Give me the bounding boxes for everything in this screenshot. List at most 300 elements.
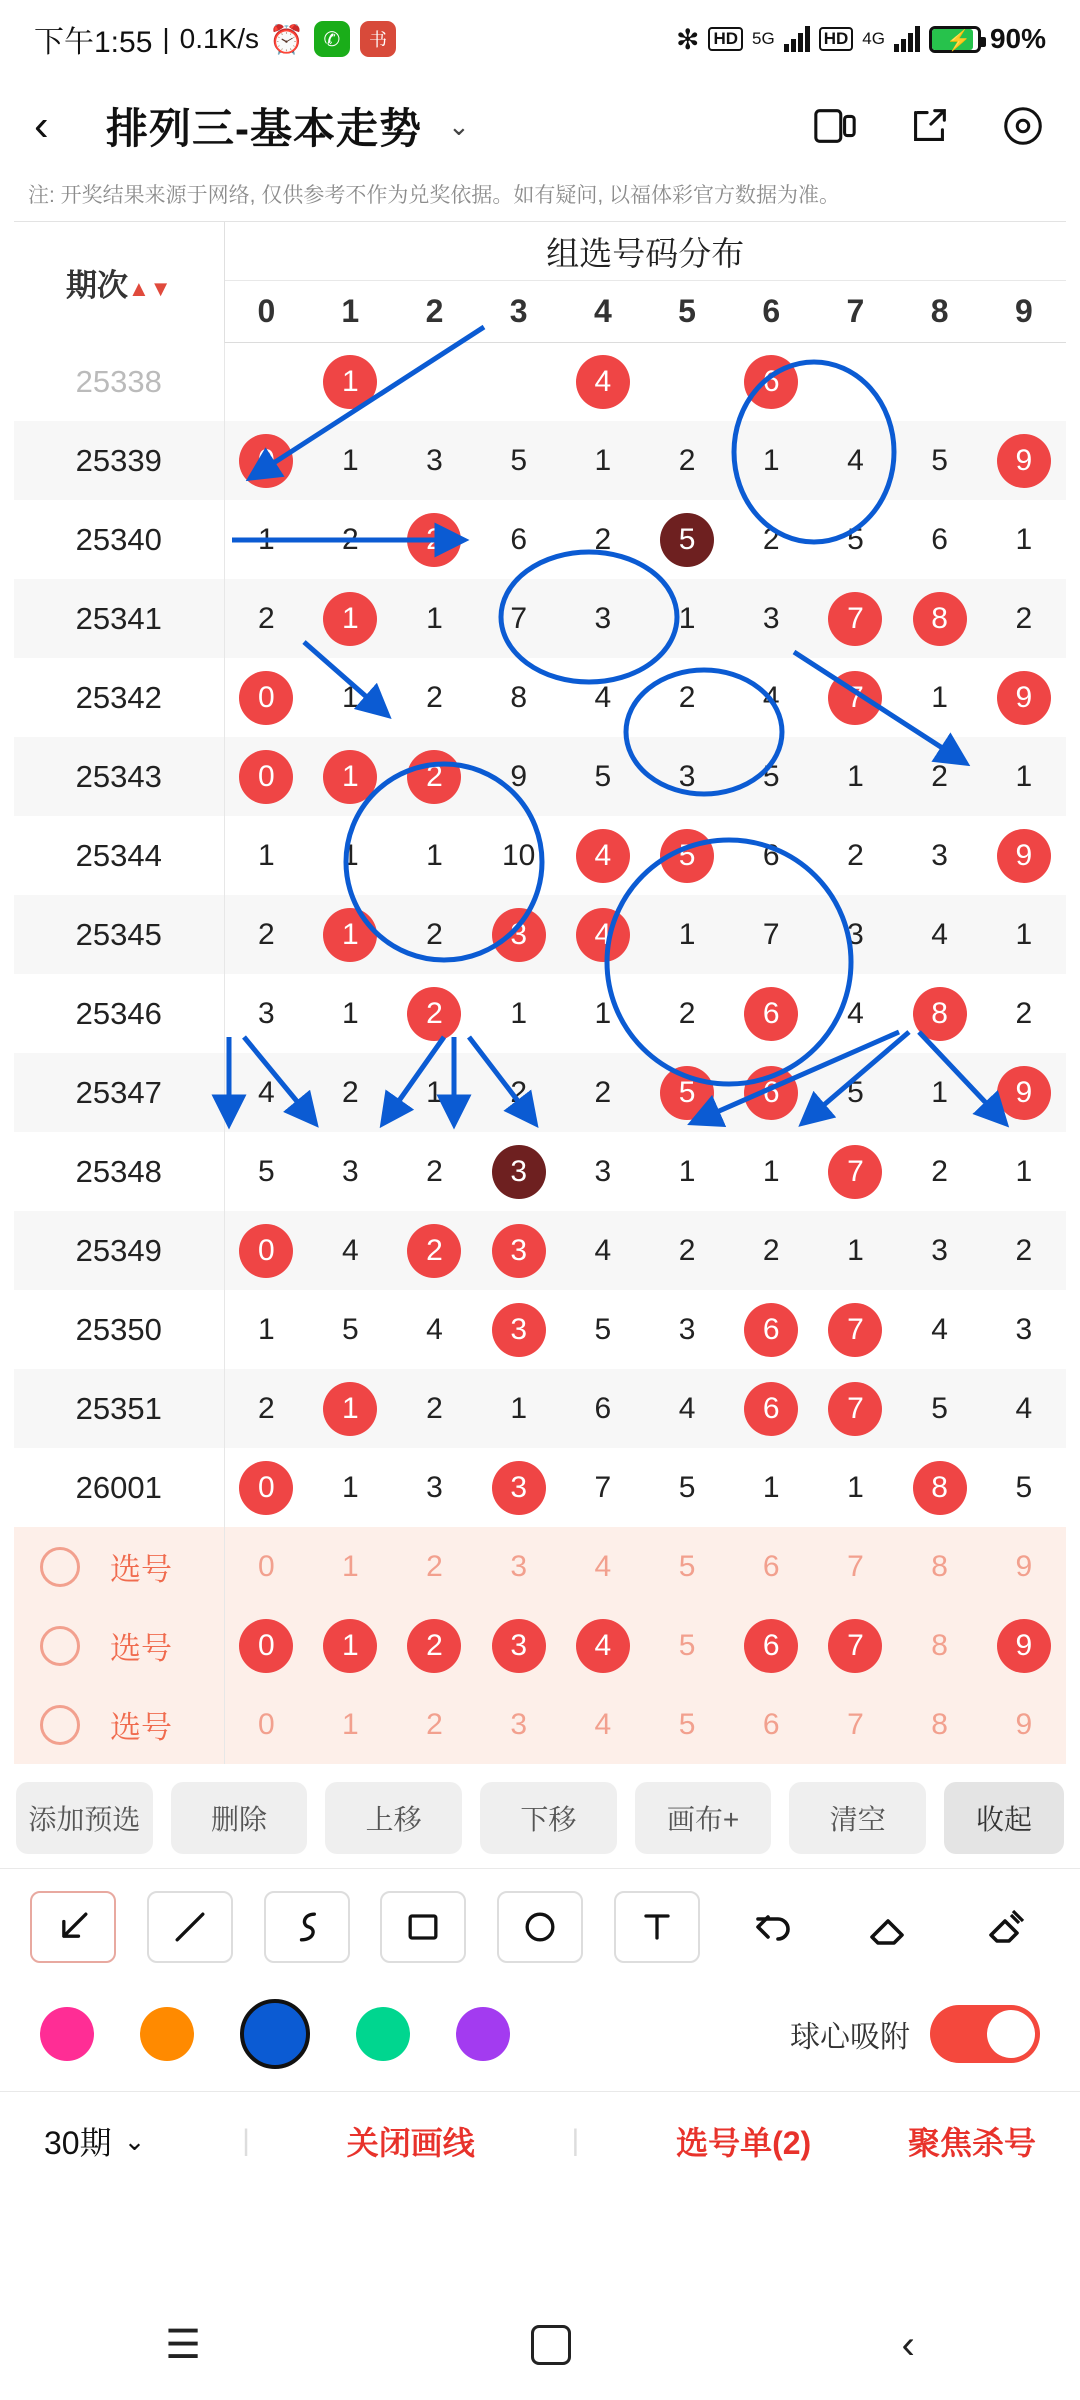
home-icon[interactable] xyxy=(531,2325,571,2365)
number-ball[interactable]: 2 xyxy=(407,513,461,567)
cell-4[interactable] xyxy=(561,895,645,974)
number-ball[interactable]: 7 xyxy=(828,592,882,646)
cell-1[interactable] xyxy=(308,737,392,816)
cell-0[interactable]: 1 xyxy=(258,522,275,556)
cell-6[interactable]: 2 xyxy=(762,1233,780,1267)
pick-cell-5[interactable]: 5 xyxy=(678,1549,696,1583)
table-row[interactable] xyxy=(14,421,1066,500)
cell-6[interactable]: 4 xyxy=(762,680,780,714)
number-ball[interactable]: 3 xyxy=(492,908,546,962)
pick-cell-2[interactable]: 2 xyxy=(426,1549,443,1583)
cell-3[interactable] xyxy=(477,1290,561,1369)
radio-circle-icon[interactable] xyxy=(40,1626,80,1666)
cell-6[interactable]: 1 xyxy=(762,1154,780,1188)
delete-button[interactable]: 删除 xyxy=(171,1782,308,1854)
cell-9[interactable]: 3 xyxy=(1015,1312,1033,1346)
cell-4[interactable]: 1 xyxy=(594,996,612,1030)
cell-0[interactable]: 5 xyxy=(258,1154,275,1188)
cell-7[interactable]: 3 xyxy=(847,917,864,951)
cell-1[interactable] xyxy=(308,895,392,974)
cell-6[interactable]: 2 xyxy=(762,522,780,556)
cell-2[interactable] xyxy=(392,500,476,579)
cell-9[interactable]: 5 xyxy=(1015,1470,1033,1504)
pick-cell-2[interactable]: 2 xyxy=(426,1707,443,1741)
pick-cell-8[interactable]: 8 xyxy=(931,1628,948,1662)
arrow-tool[interactable] xyxy=(30,1891,116,1963)
cell-5[interactable]: 4 xyxy=(678,1391,696,1425)
cell-0[interactable]: 3 xyxy=(258,996,275,1030)
cell-1[interactable] xyxy=(308,579,392,658)
digit-header-3[interactable]: 3 xyxy=(477,280,561,342)
table-row[interactable] xyxy=(14,816,1066,895)
pick-row-label-cell[interactable] xyxy=(14,1527,224,1606)
cell-1[interactable] xyxy=(308,1369,392,1448)
pick-row-label-cell[interactable] xyxy=(14,1606,224,1685)
cell-6[interactable] xyxy=(729,1053,813,1132)
pick-cell-1[interactable]: 1 xyxy=(341,1549,359,1583)
cell-9[interactable]: 1 xyxy=(1015,917,1033,951)
line-tool[interactable] xyxy=(147,1891,233,1963)
number-ball[interactable]: 6 xyxy=(744,355,798,409)
cell-4[interactable]: 1 xyxy=(594,443,612,477)
number-ball[interactable]: 5 xyxy=(660,1066,714,1120)
cell-7[interactable] xyxy=(813,1369,897,1448)
sort-arrows-icon[interactable]: ▲▼ xyxy=(127,275,172,301)
ellipse-tool[interactable] xyxy=(497,1891,583,1963)
cell-6[interactable]: 3 xyxy=(762,601,780,635)
cell-5[interactable]: 5 xyxy=(678,1470,696,1504)
number-ball[interactable]: 7 xyxy=(828,1303,882,1357)
pick-cell-7[interactable]: 7 xyxy=(847,1549,864,1583)
pick-cell-4[interactable]: 4 xyxy=(594,1549,612,1583)
cell-5[interactable]: 1 xyxy=(678,917,696,951)
pick-number-ball[interactable]: 1 xyxy=(323,1619,377,1673)
number-ball[interactable]: 8 xyxy=(913,592,967,646)
cell-2[interactable]: 2 xyxy=(426,1391,443,1425)
cell-4[interactable]: 3 xyxy=(594,1154,612,1188)
cell-7[interactable]: 1 xyxy=(847,759,864,793)
cell-8[interactable]: 3 xyxy=(931,1233,948,1267)
number-ball[interactable]: 4 xyxy=(576,908,630,962)
cell-5[interactable]: 1 xyxy=(678,601,696,635)
cell-2[interactable]: 2 xyxy=(426,917,443,951)
number-ball[interactable]: 3 xyxy=(492,1303,546,1357)
cell-1[interactable]: 1 xyxy=(341,838,359,872)
cell-3[interactable] xyxy=(477,1448,561,1527)
number-ball[interactable]: 7 xyxy=(828,1382,882,1436)
table-row[interactable] xyxy=(14,895,1066,974)
cell-9[interactable] xyxy=(982,658,1066,737)
number-ball[interactable]: 0 xyxy=(239,434,293,488)
color-swatch-blue[interactable] xyxy=(240,1999,310,2069)
cell-2[interactable]: 1 xyxy=(426,1075,443,1109)
cell-2[interactable]: 3 xyxy=(426,443,443,477)
number-ball[interactable]: 2 xyxy=(407,750,461,804)
cell-7[interactable] xyxy=(813,1290,897,1369)
pick-list-button[interactable]: 选号单(2) xyxy=(676,2125,812,2162)
focus-kill-button[interactable]: 聚焦杀号 xyxy=(907,2125,1036,2162)
cell-8[interactable]: 4 xyxy=(931,1312,948,1346)
cell-9[interactable]: 2 xyxy=(1015,1233,1033,1267)
cell-3[interactable]: 6 xyxy=(510,522,527,556)
cell-8[interactable]: 4 xyxy=(931,917,948,951)
cell-1[interactable]: 1 xyxy=(341,1470,359,1504)
cell-7[interactable] xyxy=(813,579,897,658)
cell-7[interactable] xyxy=(813,1132,897,1211)
pick-cell-6[interactable] xyxy=(729,1606,813,1685)
pick-cell-0[interactable]: 0 xyxy=(258,1707,275,1741)
cell-5[interactable]: 1 xyxy=(678,1154,696,1188)
cell-8[interactable] xyxy=(898,342,982,421)
number-ball[interactable]: 1 xyxy=(323,592,377,646)
cell-7[interactable]: 2 xyxy=(847,838,864,872)
cell-9[interactable]: 1 xyxy=(1015,522,1033,556)
number-ball[interactable]: 9 xyxy=(997,434,1051,488)
cell-0[interactable]: 2 xyxy=(258,917,275,951)
cell-2[interactable]: 2 xyxy=(426,1154,443,1188)
cell-3[interactable]: 8 xyxy=(510,680,527,714)
table-row[interactable] xyxy=(14,658,1066,737)
cell-6[interactable]: 7 xyxy=(762,917,780,951)
cell-7[interactable] xyxy=(813,342,897,421)
pick-cell-7[interactable] xyxy=(813,1606,897,1685)
table-row[interactable] xyxy=(14,1053,1066,1132)
chevron-down-icon[interactable]: ⌄ xyxy=(448,110,470,141)
cell-1[interactable]: 2 xyxy=(341,1075,359,1109)
number-ball[interactable]: 0 xyxy=(239,1461,293,1515)
number-ball[interactable]: 6 xyxy=(744,1303,798,1357)
pick-cell-3[interactable] xyxy=(477,1606,561,1685)
cell-4[interactable]: 4 xyxy=(594,680,612,714)
cell-5[interactable]: 2 xyxy=(678,1233,696,1267)
cell-8[interactable] xyxy=(898,1448,982,1527)
add-preselect-button[interactable]: 添加预选 xyxy=(16,1782,153,1854)
number-ball[interactable]: 9 xyxy=(997,1066,1051,1120)
number-ball[interactable]: 0 xyxy=(239,671,293,725)
cell-4[interactable]: 7 xyxy=(594,1470,612,1504)
pick-cell-9[interactable] xyxy=(982,1606,1066,1685)
cell-6[interactable] xyxy=(729,974,813,1053)
color-swatch-green[interactable] xyxy=(356,2007,410,2061)
cell-5[interactable] xyxy=(645,342,729,421)
cell-9[interactable] xyxy=(982,1053,1066,1132)
cell-4[interactable]: 2 xyxy=(594,1075,612,1109)
compare-panel-icon[interactable] xyxy=(812,103,858,149)
cell-3[interactable]: 1 xyxy=(510,1391,527,1425)
cell-1[interactable]: 4 xyxy=(341,1233,359,1267)
cell-1[interactable]: 2 xyxy=(341,522,359,556)
cell-6[interactable]: 1 xyxy=(762,443,780,477)
pick-number-ball[interactable]: 9 xyxy=(997,1619,1051,1673)
eraser-tool[interactable] xyxy=(847,1891,933,1963)
cell-4[interactable] xyxy=(561,816,645,895)
cell-4[interactable]: 4 xyxy=(594,1233,612,1267)
pick-cell-1[interactable]: 1 xyxy=(341,1707,359,1741)
collapse-button[interactable]: 收起 xyxy=(944,1782,1064,1854)
cell-7[interactable]: 1 xyxy=(847,1470,864,1504)
digit-header-0[interactable]: 0 xyxy=(224,280,308,342)
cell-1[interactable]: 1 xyxy=(341,996,359,1030)
cell-5[interactable] xyxy=(645,1053,729,1132)
color-swatch-purple[interactable] xyxy=(456,2007,510,2061)
pick-cell-9[interactable]: 9 xyxy=(1015,1549,1033,1583)
close-lines-button[interactable]: 关闭画线 xyxy=(346,2125,475,2162)
cell-9[interactable]: 2 xyxy=(1015,601,1033,635)
pick-cell-9[interactable]: 9 xyxy=(1015,1707,1033,1741)
pick-number-ball[interactable]: 0 xyxy=(239,1619,293,1673)
cell-8[interactable] xyxy=(898,579,982,658)
cell-8[interactable]: 1 xyxy=(931,680,948,714)
cell-0[interactable] xyxy=(224,1211,308,1290)
number-ball[interactable]: 2 xyxy=(407,1224,461,1278)
pick-cell-4[interactable]: 4 xyxy=(594,1707,612,1741)
table-row[interactable] xyxy=(14,1448,1066,1527)
curve-tool[interactable] xyxy=(264,1891,350,1963)
cell-8[interactable]: 2 xyxy=(931,1154,948,1188)
period-select[interactable] xyxy=(44,2118,145,2164)
cell-9[interactable]: 4 xyxy=(1015,1391,1033,1425)
number-ball[interactable]: 5 xyxy=(660,513,714,567)
move-up-button[interactable]: 上移 xyxy=(325,1782,462,1854)
undo-tool[interactable] xyxy=(731,1891,817,1963)
number-ball[interactable]: 6 xyxy=(744,987,798,1041)
cell-3[interactable]: 1 xyxy=(510,996,527,1030)
pick-cell-0[interactable]: 0 xyxy=(258,1549,275,1583)
cell-6[interactable]: 1 xyxy=(762,1470,780,1504)
cell-9[interactable]: 2 xyxy=(1015,996,1033,1030)
number-ball[interactable]: 2 xyxy=(407,987,461,1041)
cell-0[interactable]: 4 xyxy=(258,1075,275,1109)
pick-cell-0[interactable] xyxy=(224,1606,308,1685)
back-arrow-icon[interactable]: ‹ xyxy=(34,101,49,150)
text-tool[interactable] xyxy=(614,1891,700,1963)
cell-3[interactable] xyxy=(477,342,561,421)
cell-9[interactable] xyxy=(982,816,1066,895)
radio-circle-icon[interactable] xyxy=(40,1705,80,1745)
cell-1[interactable] xyxy=(308,342,392,421)
cell-4[interactable]: 5 xyxy=(594,759,612,793)
trend-table-wrap[interactable] xyxy=(14,221,1066,1764)
number-ball[interactable]: 3 xyxy=(492,1461,546,1515)
pick-cell-6[interactable]: 6 xyxy=(762,1549,780,1583)
cell-8[interactable]: 3 xyxy=(931,838,948,872)
pick-row[interactable] xyxy=(14,1606,1066,1685)
digit-header-4[interactable]: 4 xyxy=(561,280,645,342)
cell-3[interactable]: 10 xyxy=(501,838,536,872)
cell-2[interactable] xyxy=(392,342,476,421)
cell-6[interactable] xyxy=(729,1369,813,1448)
move-down-button[interactable]: 下移 xyxy=(480,1782,617,1854)
cell-1[interactable]: 1 xyxy=(341,680,359,714)
pick-cell-2[interactable] xyxy=(392,1606,476,1685)
pick-cell-8[interactable]: 8 xyxy=(931,1707,948,1741)
cell-4[interactable] xyxy=(561,342,645,421)
number-ball[interactable]: 8 xyxy=(913,987,967,1041)
number-ball[interactable]: 3 xyxy=(492,1145,546,1199)
cell-7[interactable]: 5 xyxy=(847,1075,864,1109)
cell-6[interactable] xyxy=(729,342,813,421)
color-swatch-pink[interactable] xyxy=(40,2007,94,2061)
cell-9[interactable] xyxy=(982,421,1066,500)
digit-header-2[interactable]: 2 xyxy=(392,280,476,342)
radio-circle-icon[interactable] xyxy=(40,1547,80,1587)
color-swatch-orange[interactable] xyxy=(140,2007,194,2061)
rectangle-tool[interactable] xyxy=(380,1891,466,1963)
table-row[interactable] xyxy=(14,737,1066,816)
number-ball[interactable]: 1 xyxy=(323,1382,377,1436)
table-row[interactable] xyxy=(14,1211,1066,1290)
number-ball[interactable]: 6 xyxy=(744,1066,798,1120)
cell-3[interactable]: 5 xyxy=(510,443,527,477)
cell-5[interactable]: 3 xyxy=(678,1312,696,1346)
number-ball[interactable]: 1 xyxy=(323,355,377,409)
cell-5[interactable]: 2 xyxy=(678,680,696,714)
cell-0[interactable] xyxy=(224,342,308,421)
number-ball[interactable]: 5 xyxy=(660,829,714,883)
cell-4[interactable]: 2 xyxy=(594,522,612,556)
cell-4[interactable]: 5 xyxy=(594,1312,612,1346)
cell-9[interactable]: 1 xyxy=(1015,1154,1033,1188)
cell-2[interactable] xyxy=(392,974,476,1053)
number-ball[interactable]: 7 xyxy=(828,1145,882,1199)
cell-3[interactable]: 9 xyxy=(510,759,527,793)
number-ball[interactable]: 1 xyxy=(323,750,377,804)
cell-3[interactable] xyxy=(477,1211,561,1290)
cell-0[interactable] xyxy=(224,737,308,816)
table-row[interactable] xyxy=(14,579,1066,658)
cell-0[interactable] xyxy=(224,421,308,500)
pick-cell-5[interactable]: 5 xyxy=(678,1628,696,1662)
number-ball[interactable]: 0 xyxy=(239,1224,293,1278)
cell-2[interactable]: 2 xyxy=(426,680,443,714)
cell-3[interactable] xyxy=(477,1132,561,1211)
cell-2[interactable]: 1 xyxy=(426,601,443,635)
number-ball[interactable]: 4 xyxy=(576,355,630,409)
cell-0[interactable]: 2 xyxy=(258,601,275,635)
pick-cell-7[interactable]: 7 xyxy=(847,1707,864,1741)
target-icon[interactable] xyxy=(1000,103,1046,149)
number-ball[interactable]: 8 xyxy=(913,1461,967,1515)
cell-0[interactable] xyxy=(224,658,308,737)
digit-header-8[interactable]: 8 xyxy=(898,280,982,342)
pick-number-ball[interactable]: 4 xyxy=(576,1619,630,1673)
cell-5[interactable] xyxy=(645,816,729,895)
cell-0[interactable] xyxy=(224,1448,308,1527)
cell-2[interactable]: 3 xyxy=(426,1470,443,1504)
cell-4[interactable]: 6 xyxy=(594,1391,612,1425)
number-ball[interactable]: 6 xyxy=(744,1382,798,1436)
cell-2[interactable] xyxy=(392,1211,476,1290)
table-row[interactable] xyxy=(14,1369,1066,1448)
period-column-header[interactable] xyxy=(14,222,224,342)
table-row[interactable] xyxy=(14,974,1066,1053)
cell-8[interactable]: 1 xyxy=(931,1075,948,1109)
cell-8[interactable]: 2 xyxy=(931,759,948,793)
cell-4[interactable]: 3 xyxy=(594,601,612,635)
number-ball[interactable]: 3 xyxy=(492,1224,546,1278)
menu-icon[interactable]: ☰ xyxy=(165,2323,201,2367)
cell-1[interactable]: 5 xyxy=(341,1312,359,1346)
cell-6[interactable] xyxy=(729,1290,813,1369)
table-row[interactable] xyxy=(14,342,1066,421)
add-canvas-button[interactable]: 画布+ xyxy=(635,1782,772,1854)
cell-2[interactable] xyxy=(392,737,476,816)
pick-number-ball[interactable]: 6 xyxy=(744,1619,798,1673)
cell-0[interactable]: 1 xyxy=(258,838,275,872)
table-row[interactable] xyxy=(14,1290,1066,1369)
table-row[interactable] xyxy=(14,500,1066,579)
cell-8[interactable] xyxy=(898,974,982,1053)
clear-all-tool[interactable] xyxy=(964,1891,1050,1963)
back-icon[interactable]: ‹ xyxy=(901,2322,915,2367)
digit-header-5[interactable]: 5 xyxy=(645,280,729,342)
number-ball[interactable]: 1 xyxy=(323,908,377,962)
number-ball[interactable]: 0 xyxy=(239,750,293,804)
cell-8[interactable]: 5 xyxy=(931,1391,948,1425)
digit-header-7[interactable]: 7 xyxy=(813,280,897,342)
cell-3[interactable] xyxy=(477,895,561,974)
cell-7[interactable]: 1 xyxy=(847,1233,864,1267)
pick-cell-5[interactable]: 5 xyxy=(678,1707,696,1741)
cell-1[interactable]: 3 xyxy=(341,1154,359,1188)
cell-7[interactable]: 4 xyxy=(847,996,864,1030)
cell-2[interactable]: 4 xyxy=(426,1312,443,1346)
cell-8[interactable]: 6 xyxy=(931,522,948,556)
table-row[interactable] xyxy=(14,1132,1066,1211)
pick-cell-3[interactable]: 3 xyxy=(510,1707,527,1741)
cell-7[interactable]: 4 xyxy=(847,443,864,477)
cell-6[interactable]: 6 xyxy=(762,838,780,872)
cell-3[interactable]: 2 xyxy=(510,1075,527,1109)
digit-header-9[interactable]: 9 xyxy=(982,280,1066,342)
pick-row-label-cell[interactable] xyxy=(14,1685,224,1764)
cell-5[interactable]: 3 xyxy=(678,759,696,793)
pick-row[interactable] xyxy=(14,1685,1066,1764)
cell-0[interactable]: 2 xyxy=(258,1391,275,1425)
cell-5[interactable]: 2 xyxy=(678,996,696,1030)
pick-number-ball[interactable]: 7 xyxy=(828,1619,882,1673)
pick-cell-1[interactable] xyxy=(308,1606,392,1685)
cell-7[interactable]: 5 xyxy=(847,522,864,556)
table-body[interactable] xyxy=(14,342,1066,1764)
share-icon[interactable] xyxy=(906,103,952,149)
pick-row[interactable] xyxy=(14,1527,1066,1606)
cell-6[interactable]: 5 xyxy=(762,759,780,793)
cell-7[interactable] xyxy=(813,658,897,737)
clear-button[interactable]: 清空 xyxy=(789,1782,926,1854)
number-ball[interactable]: 4 xyxy=(576,829,630,883)
cell-8[interactable]: 5 xyxy=(931,443,948,477)
pick-number-ball[interactable]: 2 xyxy=(407,1619,461,1673)
number-ball[interactable]: 9 xyxy=(997,671,1051,725)
pick-cell-4[interactable] xyxy=(561,1606,645,1685)
cell-2[interactable]: 1 xyxy=(426,838,443,872)
cell-3[interactable]: 7 xyxy=(510,601,527,635)
number-ball[interactable]: 9 xyxy=(997,829,1051,883)
cell-5[interactable] xyxy=(645,500,729,579)
pick-cell-3[interactable]: 3 xyxy=(510,1549,527,1583)
digit-header-6[interactable]: 6 xyxy=(729,280,813,342)
cell-9[interactable]: 1 xyxy=(1015,759,1033,793)
cell-9[interactable] xyxy=(982,342,1066,421)
cell-0[interactable]: 1 xyxy=(258,1312,275,1346)
number-ball[interactable]: 7 xyxy=(828,671,882,725)
snap-toggle[interactable] xyxy=(930,2005,1040,2063)
pick-number-ball[interactable]: 3 xyxy=(492,1619,546,1673)
pick-cell-8[interactable]: 8 xyxy=(931,1549,948,1583)
pick-cell-6[interactable]: 6 xyxy=(762,1707,780,1741)
cell-1[interactable]: 1 xyxy=(341,443,359,477)
